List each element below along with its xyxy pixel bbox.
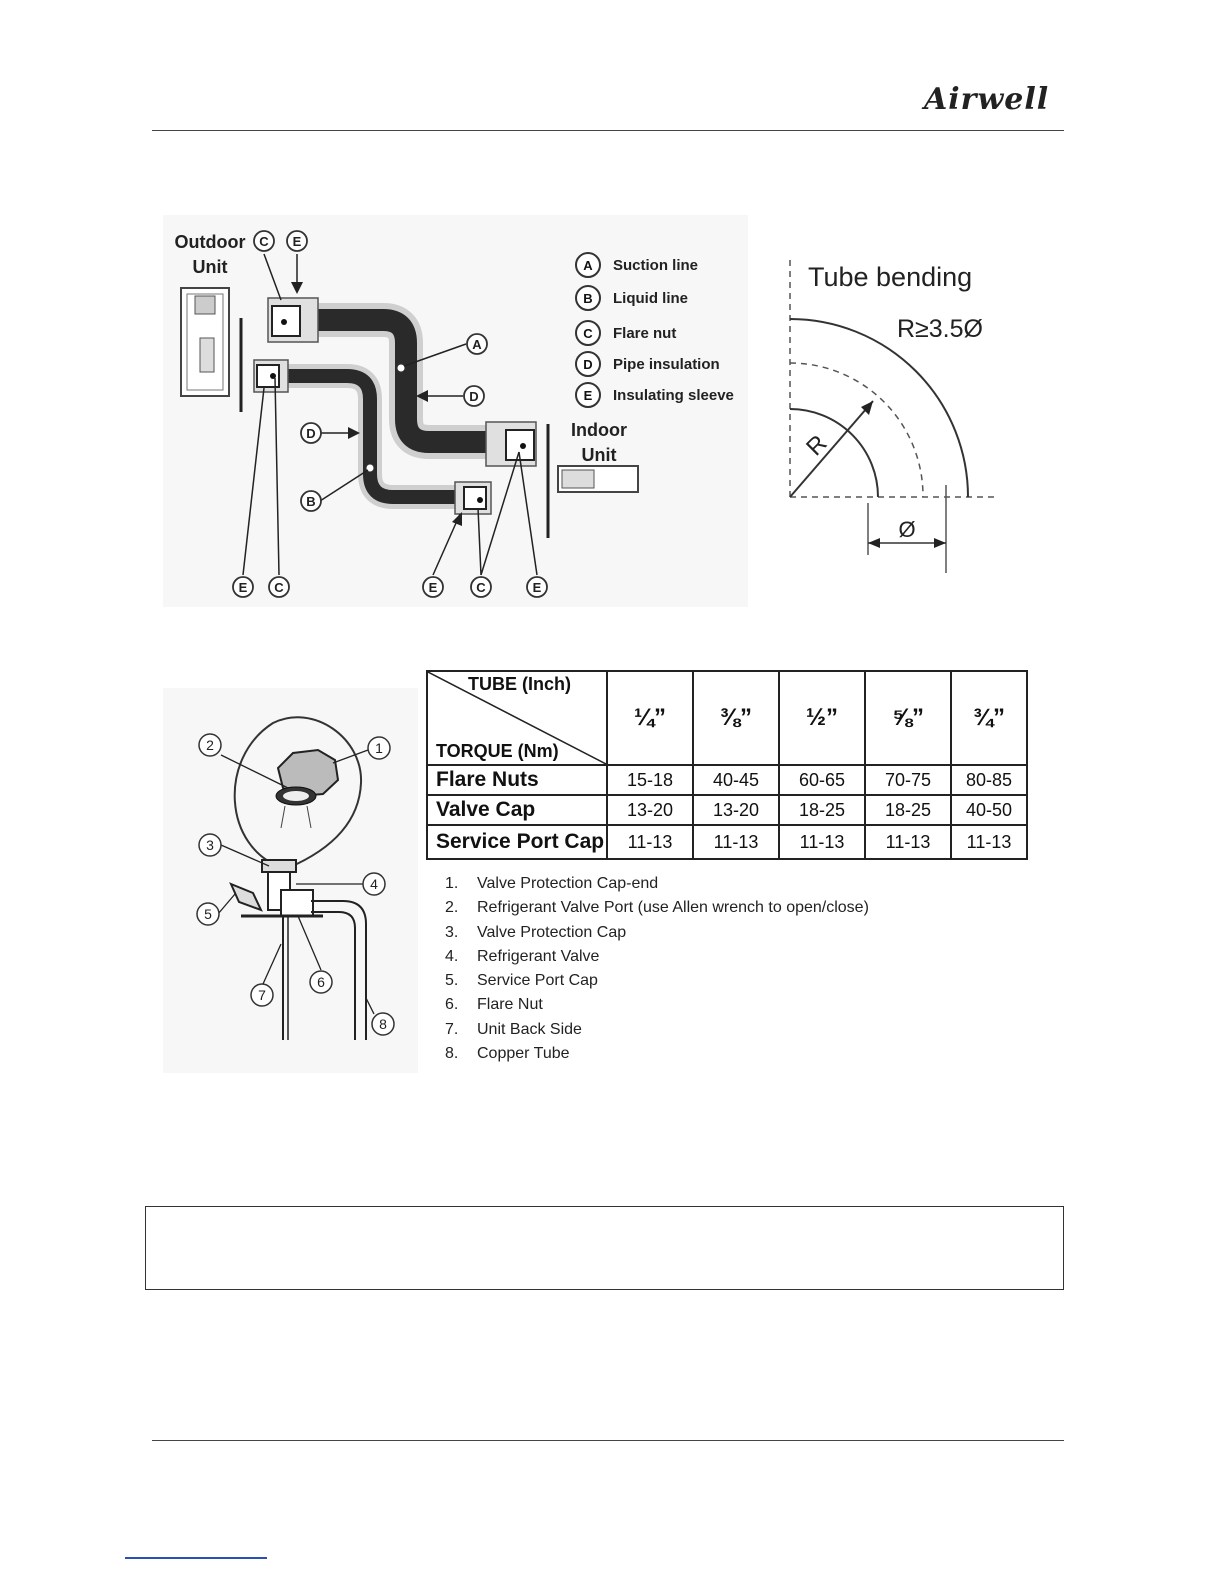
row-label-service-port-cap: Service Port Cap — [427, 825, 607, 859]
legend-item-c — [575, 318, 676, 348]
list-item: 5. Service Port Cap — [445, 972, 598, 990]
list-item: 1. Valve Protection Cap-end — [445, 875, 659, 892]
row-label-flare-nuts: Flare Nuts — [427, 765, 607, 795]
bend-radius-rule: R≥3.5Ø — [897, 315, 983, 343]
indoor-unit-label: Indoor Unit — [571, 420, 627, 465]
legend-key: D — [575, 351, 601, 377]
table-cell: 15-18 — [607, 765, 693, 795]
callout-d-right: D — [469, 389, 479, 404]
legend-item-d — [575, 349, 720, 379]
callout-top-c: C — [259, 234, 269, 249]
callout-bottom-c1: C — [274, 580, 284, 595]
size-half: ½” — [779, 671, 865, 765]
callout-bottom-e3: E — [532, 580, 542, 595]
airwell-logo: Airwell — [924, 82, 1050, 117]
valve-callout-1: 1 — [375, 740, 383, 756]
valve-callout-6: 6 — [317, 974, 325, 990]
table-corner-header — [427, 671, 607, 765]
list-item: 6. Flare Nut — [445, 996, 543, 1014]
callout-a: A — [472, 337, 482, 352]
tube-bending-title: Tube bending — [808, 262, 973, 292]
bend-radius-symbol: R — [801, 429, 833, 462]
valve-callout-3: 3 — [206, 837, 214, 853]
valve-callout-8: 8 — [379, 1016, 387, 1032]
legend-label: Suction line — [613, 256, 699, 274]
size-five-eighths: ⅝” — [865, 671, 951, 765]
torque-header: TORQUE (Nm) — [436, 741, 559, 761]
legend-key: E — [575, 382, 601, 408]
table-cell: 11-13 — [865, 825, 951, 859]
list-item: 2. Refrigerant Valve Port (use Allen wrench to open/close) — [445, 899, 869, 917]
legend-item-a — [575, 250, 698, 280]
callout-bottom-c2: C — [476, 580, 486, 595]
list-item: 4. Refrigerant Valve — [445, 947, 600, 965]
legend-label: Flare nut — [613, 324, 677, 342]
callout-d-left: D — [306, 426, 316, 441]
list-item: 3. Valve Protection Cap — [445, 923, 627, 941]
table-cell: 18-25 — [779, 795, 865, 825]
legend-label: Pipe insulation — [613, 355, 720, 373]
bend-diameter-symbol: Ø — [898, 517, 916, 542]
size-three-eighths: ⅜” — [693, 671, 779, 765]
table-row — [427, 795, 1027, 825]
tube-bending-diagram — [760, 255, 1010, 580]
footer-rule — [152, 1440, 1064, 1441]
table-cell: 13-20 — [607, 795, 693, 825]
torque-table — [426, 670, 1028, 860]
list-item: 7. Unit Back Side — [445, 1020, 582, 1038]
size-quarter: ¼” — [607, 671, 693, 765]
table-cell: 80-85 — [951, 765, 1027, 795]
legend-label: Insulating sleeve — [613, 386, 734, 404]
note-box — [145, 1206, 1064, 1290]
table-cell: 11-13 — [779, 825, 865, 859]
valve-callout-2: 2 — [206, 737, 214, 753]
callout-b: B — [306, 494, 316, 509]
tube-size-header: TUBE (Inch) — [468, 674, 571, 694]
table-row — [427, 825, 1027, 859]
valve-callout-4: 4 — [370, 876, 378, 892]
table-row — [427, 765, 1027, 795]
table-cell: 11-13 — [607, 825, 693, 859]
callout-bottom-e1: E — [238, 580, 248, 595]
table-cell: 60-65 — [779, 765, 865, 795]
table-cell: 70-75 — [865, 765, 951, 795]
table-cell: 18-25 — [865, 795, 951, 825]
valve-callout-5: 5 — [204, 906, 212, 922]
flare-nut-bottom-right — [464, 487, 486, 509]
size-three-quarters: ¾” — [951, 671, 1027, 765]
table-cell: 11-13 — [693, 825, 779, 859]
legend-key: C — [575, 320, 601, 346]
table-cell: 40-45 — [693, 765, 779, 795]
table-cell: 11-13 — [951, 825, 1027, 859]
valve-callout-7: 7 — [258, 987, 266, 1003]
callout-bottom-e2: E — [428, 580, 438, 595]
outdoor-unit-label: Outdoor Unit — [174, 232, 246, 277]
legend-key: A — [575, 252, 601, 278]
table-cell: 13-20 — [693, 795, 779, 825]
table-cell: 40-50 — [951, 795, 1027, 825]
legend-item-b — [575, 283, 688, 313]
legend-label: Liquid line — [613, 289, 688, 307]
list-item: 8. Copper Tube — [445, 1045, 570, 1063]
row-label-valve-cap: Valve Cap — [427, 795, 607, 825]
valve-diagram — [163, 688, 418, 1073]
footer-link-underline[interactable] — [125, 1557, 267, 1559]
callout-top-e: E — [292, 234, 302, 249]
parts-list — [445, 872, 869, 1066]
legend-key: B — [575, 285, 601, 311]
legend-item-e — [575, 380, 734, 410]
